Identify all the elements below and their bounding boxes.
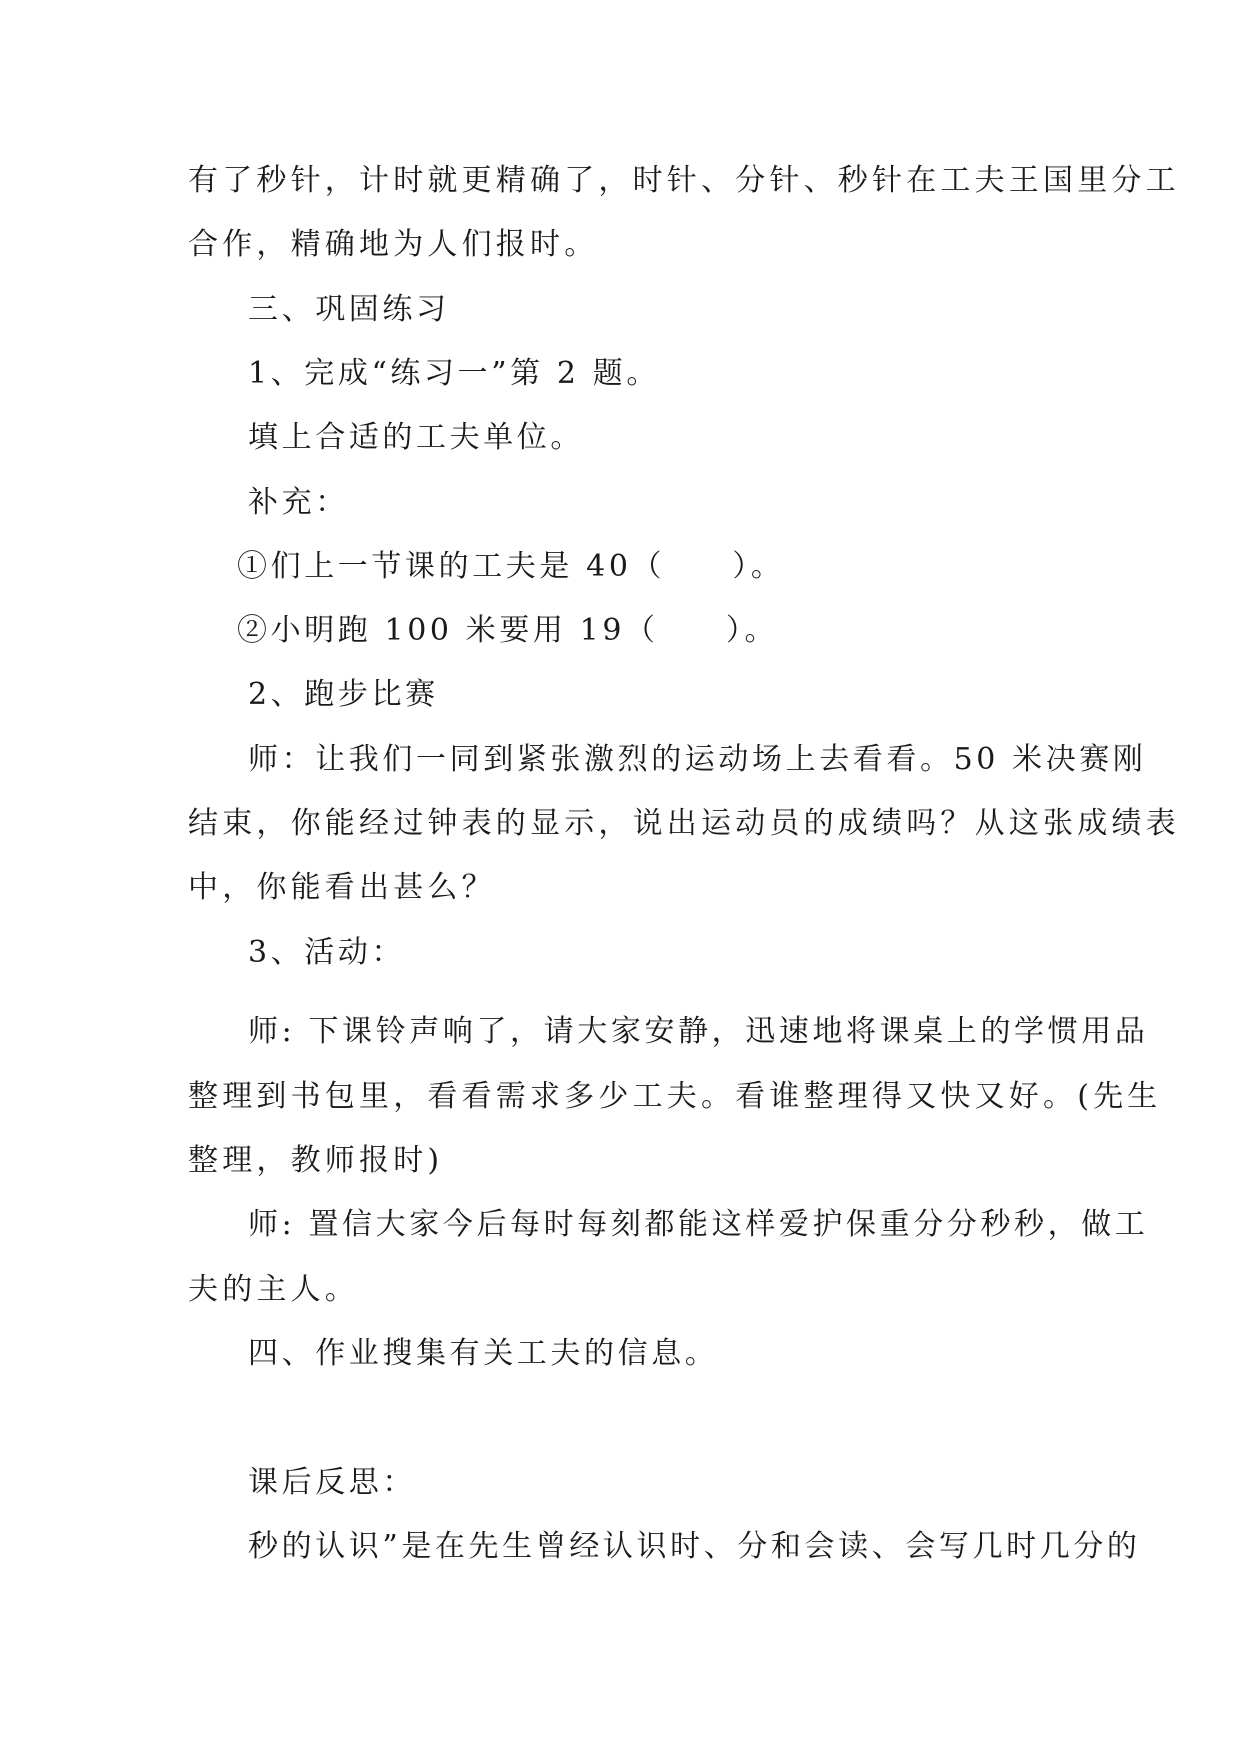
body-line: 师: 置信大家今后每时每刻都能这样爱护保重分分秒秒，做工 [248,1207,1149,1242]
body-line: 有了秒针，计时就更精确了，时针、分针、秒针在工夫王国里分工 [188,163,1180,198]
list-item: ②小明跑 100 米要用 19（ ）。 [237,613,779,648]
body-line: 师：让我们一同到紧张激烈的运动场上去看看。50 米决赛刚 [248,742,1147,777]
list-item: ①们上一节课的工夫是 40（ ）。 [237,549,785,584]
body-line: 填上合适的工夫单位。 [248,420,584,455]
body-line: 结束，你能经过钟表的显示，说出运动员的成绩吗？从这张成绩表 [188,806,1180,841]
section-heading: 四、作业搜集有关工夫的信息。 [248,1336,719,1371]
body-line: 中，你能看出甚么？ [188,870,496,905]
body-line: 整理到书包里，看看需求多少工夫。看谁整理得又快又好。(先生 [188,1079,1162,1114]
body-line: 补充： [248,485,349,520]
body-line: 3、活动： [248,935,406,970]
body-line: 师: 下课铃声响了，请大家安静，迅速地将课桌上的学惯用品 [248,1014,1149,1049]
body-line: 1、完成“练习一”第 2 题。 [248,356,660,391]
section-heading: 课后反思： [248,1465,416,1500]
body-line: 夫的主人。 [188,1272,359,1307]
body-line: 合作，精确地为人们报时。 [188,227,599,262]
section-heading: 三、巩固练习 [248,292,450,327]
body-line: 2、跑步比赛 [248,677,439,712]
body-line: 秒的认识”是在先生曾经认识时、分和会读、会写几时几分的 [248,1529,1141,1564]
body-line: 整理，教师报时) [188,1143,444,1178]
